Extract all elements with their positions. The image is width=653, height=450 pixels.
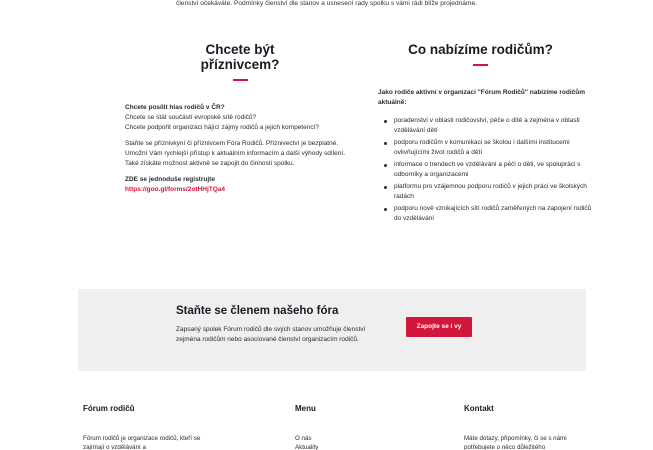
join-button[interactable]: Zapojte se i vy <box>406 317 472 337</box>
cta-title: Staňte se členem našeho fóra <box>176 305 339 317</box>
footer-link-aktuality[interactable]: Aktuality <box>295 444 319 450</box>
intro-text-tail: členství očekáváte. Podmínky členství dle stanov a usnesení rady spolku s vámi rádi blíže projednáme. <box>176 0 477 7</box>
membership-cta-band <box>78 289 586 371</box>
title-accent-divider <box>473 64 488 66</box>
supporter-section <box>125 42 355 201</box>
footer-menu-links <box>295 434 395 450</box>
cta-text: Zapsaný spolek Fórum rodičů dle svých stanov umožňuje členství zejména rodičům nebo asociované členství organizacím rodičů. <box>176 326 366 343</box>
register-block <box>125 175 355 195</box>
footer-about-text: Fórum rodičů je organizace rodičů, kteří se zajímají o vzdělávání a <box>83 435 201 450</box>
list-item: platformu pro vzájemnou podporu rodičů v jejich práci ve školských radách <box>384 182 593 202</box>
footer-contact-text: Máte dotazy, připomínky, či se s námi potřebujete o něco důležitého <box>464 435 567 450</box>
footer-menu <box>295 404 395 450</box>
footer-link-o-nas[interactable]: O nás <box>295 435 312 442</box>
offer-intro: Jako rodiče aktivní v organizaci "Fórum Rodičů" nabízíme rodičům aktuálně: <box>378 89 585 106</box>
register-link[interactable]: https://goo.gl/forms/2otHHjTQa4 <box>125 186 226 193</box>
supporter-title: Chcete být příznivcem? <box>200 42 280 72</box>
offer-section <box>368 42 593 226</box>
benefits-list <box>368 116 593 224</box>
footer-about <box>83 404 203 450</box>
offer-title: Co nabízíme rodičům? <box>408 42 553 57</box>
list-item: poradenství v oblasti rodičovství, péče o dítě a zejména v oblasti vzdělávání dětí <box>384 116 593 136</box>
supporter-body <box>125 103 355 195</box>
register-title: ZDE se jednoduše registrujte <box>125 176 215 183</box>
list-item: informace o trendech ve vzdělávání a péči o děti, ve spolupráci s odborníky a organizacemi <box>384 160 593 180</box>
footer-menu-title: Menu <box>295 404 316 413</box>
supporter-questions: Chcete posílit hlas rodičů v ČR? Chcete se stát součástí evropské sítě rodičů? Chcete podpořit organizaci hájící zájmy rodičů a jejich kompetencí? <box>125 104 320 131</box>
list-item: podporu nově vznikajících sítí rodičů zaměřených na zapojení rodičů do vzdělávání <box>384 204 593 224</box>
footer-contact <box>464 404 594 450</box>
title-accent-divider <box>233 79 248 81</box>
supporter-paragraph: Staňte se příznivkyní či příznivcem Fóra Rodičů. Příznivectví je bezplatné. Umožní Vám rychlejší přístup k aktuálním informacím a další výhody sdílení. Také získáte možnost aktivně se zapojit do činnosti spolku. <box>125 140 346 167</box>
offer-body <box>368 88 593 224</box>
list-item: podporu rodičům v komunikaci se školou i dalšími institucemi ovlivňujícími život rodičů a dětí <box>384 138 593 158</box>
footer-about-title: Fórum rodičů <box>83 404 135 413</box>
footer-contact-title: Kontakt <box>464 404 494 413</box>
